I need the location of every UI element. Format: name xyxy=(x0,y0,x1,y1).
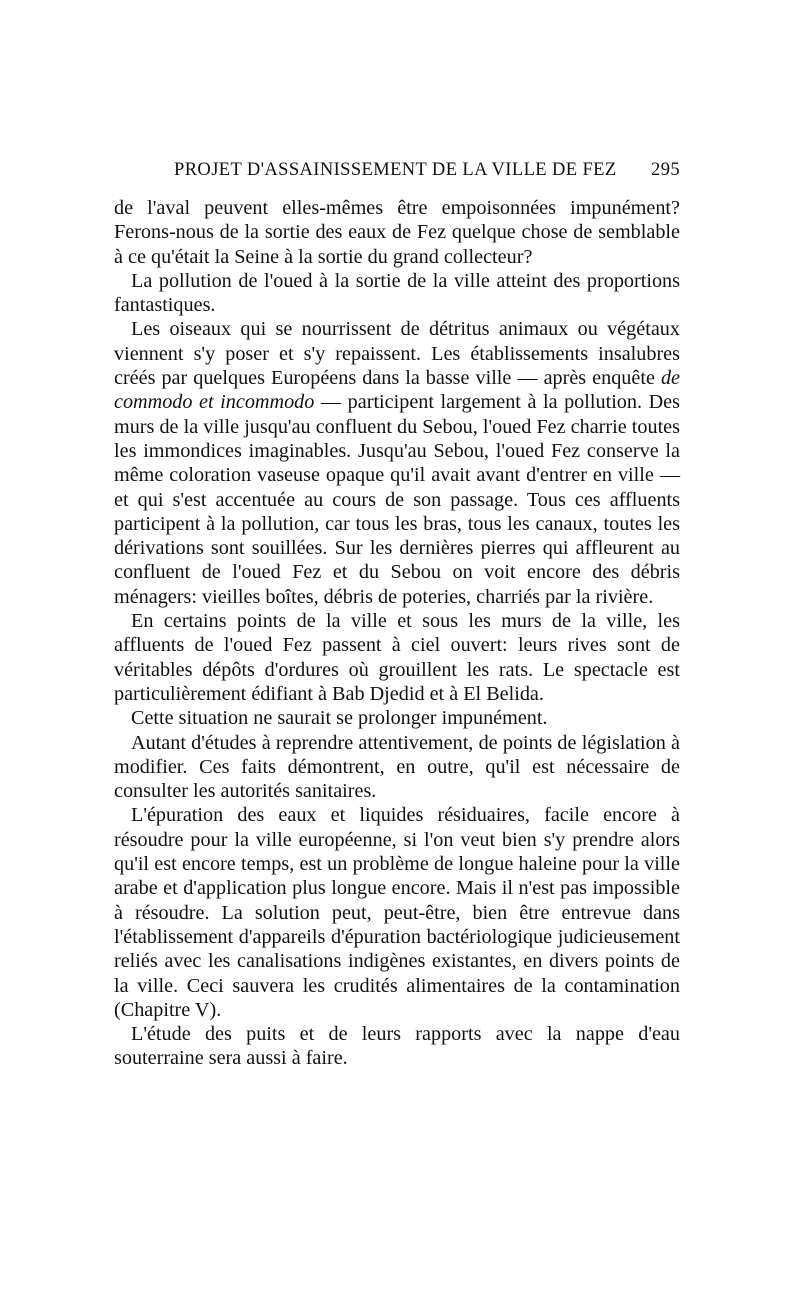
page-number: 295 xyxy=(651,160,680,180)
paragraph-text: — participent largement à la pollution. Des murs de la ville jusqu'au confluent du Sebou, l'oued Fez charrie toutes les immondices imaginables. Jusqu'au Sebou, l'oued Fez conserve la même coloration vaseuse opaque qu'il avait avant d'entrer en ville — et qui s'est accentuée au cours de son passage. Tous ces affluents participent à la pollution, car tous les bras, tous les canaux, toutes les dérivations sont souillées. Sur les dernières pierres qui affleurent au confluent de l'oued Fez et du Sebou on voit encore des débris ménagers: vieilles boîtes, débris de poteries, charriés par la rivière. xyxy=(114,391,680,608)
page-header xyxy=(114,160,680,186)
paragraph: Cette situation ne saurait se prolonger impunément. xyxy=(131,707,548,730)
paragraph: Autant d'études à reprendre attentivement, de points de législation à modifier. Ces faits démontrent, en outre, qu'il est nécessaire de consulter les autorités sanitaires. xyxy=(114,731,680,803)
paragraph: de l'aval peuvent elles-mêmes être empoisonnées impunément? Ferons-nous de la sortie des eaux de Fez quelque chose de semblable à ce qu'était la Seine à la sortie du grand collecteur? xyxy=(114,197,680,268)
paragraph: L'étude des puits et de leurs rapports avec la nappe d'eau souterraine sera aussi à faire. xyxy=(114,1023,680,1070)
latin-phrase: de commodo et incommodo xyxy=(114,367,680,414)
paragraph xyxy=(114,317,680,609)
page-body xyxy=(114,196,680,1071)
paragraph-text: Les oiseaux qui se nourrissent de détritus animaux ou végétaux viennent s'y poser et s'y repaissent. Les établissements insalubres créés par quelques Européens dans la basse ville — après enquête xyxy=(114,318,680,390)
running-title: PROJET D'ASSAINISSEMENT DE LA VILLE DE FEZ xyxy=(174,160,617,180)
paragraph: La pollution de l'oued à la sortie de la ville atteint des proportions fantastiques. xyxy=(114,269,680,317)
paragraph: En certains points de la ville et sous les murs de la ville, les affluents de l'oued Fez passent à ciel ouvert: leurs rives sont de véritables dépôts d'ordures où grouillent les rats. Le spectacle est particulièrement édifiant à Bab Djedid et à El Belida. xyxy=(114,610,680,705)
paragraph: L'épuration des eaux et liquides résiduaires, facile encore à résoudre pour la ville européenne, si l'on veut bien s'y prendre alors qu'il est encore temps, est un problème de longue haleine pour la ville arabe et d'application plus longue encore. Mais il n'est pas impossible à résoudre. La solution peut, peut-être, bien être entrevue dans l'établissement d'appareils d'épuration bactériologique judicieusement reliés avec les canalisations indigènes existantes, en divers points de la ville. Ceci sauvera les crudités alimentaires de la contamination (Chapitre V). xyxy=(114,804,680,1021)
